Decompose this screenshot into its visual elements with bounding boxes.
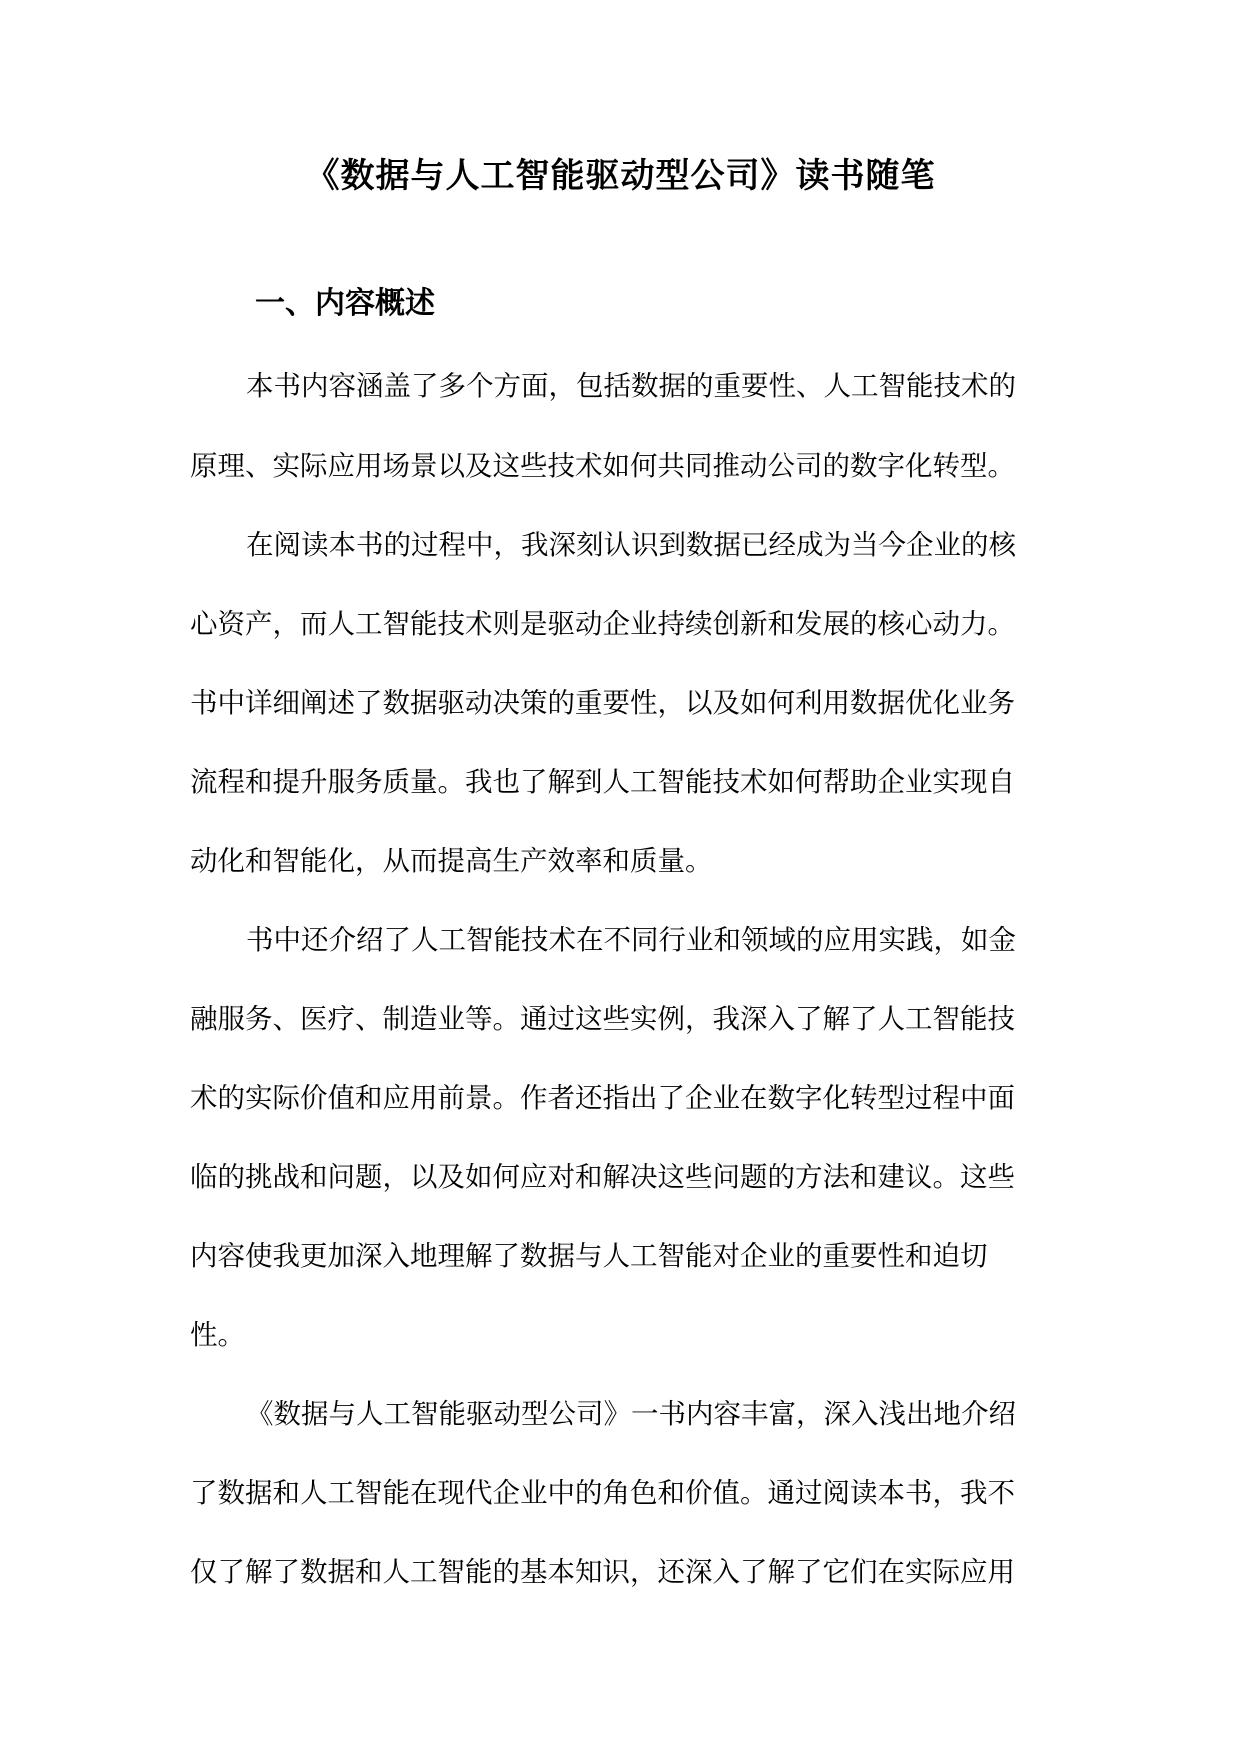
paragraph-line: 本书内容涵盖了多个方面，包括数据的重要性、人工智能技术的 (246, 370, 1016, 402)
paragraph-line: 性。 (190, 1319, 245, 1351)
paragraph-line: 动化和智能化，从而提高生产效率和质量。 (190, 845, 713, 877)
paragraph-line: 临的挑战和问题，以及如何应对和解决这些问题的方法和建议。这些 (190, 1161, 1015, 1193)
paragraph-line: 原理、实际应用场景以及这些技术如何共同推动公司的数字化转型。 (190, 450, 1015, 482)
paragraph-line: 流程和提升服务质量。我也了解到人工智能技术如何帮助企业实现自 (190, 766, 1015, 798)
document-title: 《数据与人工智能驱动型公司》读书随笔 (305, 156, 936, 196)
paragraph-line: 内容使我更加深入地理解了数据与人工智能对企业的重要性和迫切 (190, 1240, 988, 1272)
paragraph-line: 融服务、医疗、制造业等。通过这些实例，我深入了解了人工智能技 (190, 1003, 1015, 1035)
paragraph-line: 在阅读本书的过程中，我深刻认识到数据已经成为当今企业的核 (246, 529, 1016, 561)
paragraph-line: 术的实际价值和应用前景。作者还指出了企业在数字化转型过程中面 (190, 1082, 1015, 1114)
section-heading: 一、内容概述 (255, 286, 435, 321)
paragraph-line: 仅了解了数据和人工智能的基本知识，还深入了解了它们在实际应用 (190, 1556, 1015, 1588)
paragraph-line: 书中还介绍了人工智能技术在不同行业和领域的应用实践，如金 (246, 924, 1016, 956)
paragraph-line: 心资产，而人工智能技术则是驱动企业持续创新和发展的核心动力。 (190, 608, 1015, 640)
paragraph-line: 《数据与人工智能驱动型公司》一书内容丰富，深入浅出地介绍 (246, 1398, 1016, 1430)
paragraph-line: 书中详细阐述了数据驱动决策的重要性，以及如何利用数据优化业务 (190, 687, 1015, 719)
paragraph-line: 了数据和人工智能在现代企业中的角色和价值。通过阅读本书，我不 (190, 1477, 1015, 1509)
